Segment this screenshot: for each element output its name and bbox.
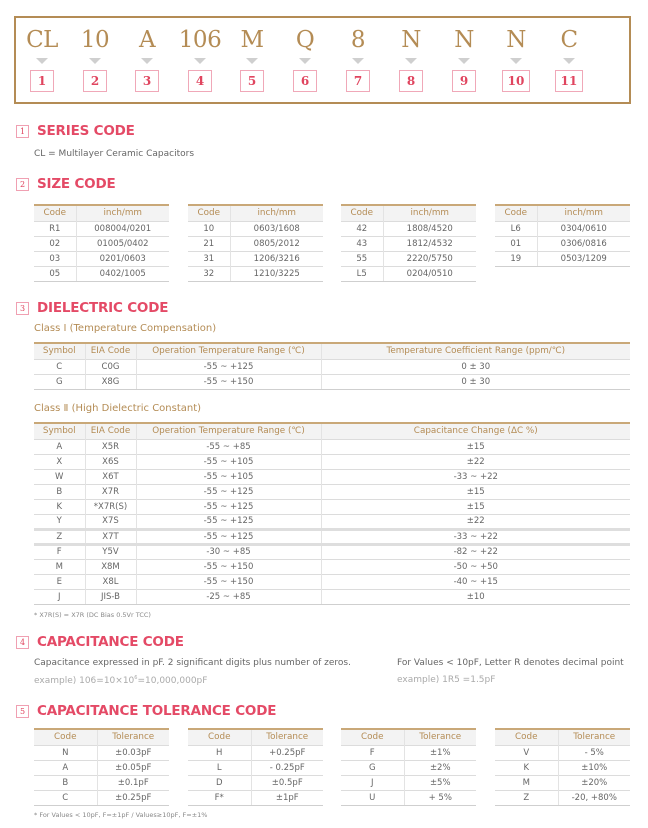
segment-code: Q xyxy=(295,27,315,53)
table-cell: 0603/1608 xyxy=(230,221,323,236)
table-cell: 1210/3225 xyxy=(230,266,323,281)
table-row xyxy=(188,221,323,236)
table-cell: ±15 xyxy=(321,439,630,454)
tolerance-note: * For Values < 10pF, F=±1pF / Values≥10pF, F=±1% xyxy=(34,811,208,819)
table-cell: 1206/3216 xyxy=(230,251,323,266)
table-cell: -55 ~ +105 xyxy=(136,469,321,484)
segment-number: 9 xyxy=(452,70,476,92)
table-cell: F xyxy=(341,745,404,760)
table-cell: E xyxy=(34,574,85,589)
table-row xyxy=(34,454,630,469)
table-cell: -30 ~ +85 xyxy=(136,544,321,559)
size-table xyxy=(188,204,323,282)
table-row xyxy=(34,374,630,389)
tolerance-table xyxy=(341,728,476,806)
table-cell: ±0.5pF xyxy=(251,775,323,790)
table-cell: -55 ~ +125 xyxy=(136,499,321,514)
arrow-down-icon xyxy=(405,58,417,64)
dielectric-note: * X7R(S) = X7R (DC Bias 0.5Vr TCC) xyxy=(34,611,151,619)
segment-code: 8 xyxy=(350,27,366,53)
table-cell: N xyxy=(34,745,97,760)
section-tolerance-code xyxy=(16,703,276,719)
table-row xyxy=(34,484,630,499)
table-cell: + 5% xyxy=(404,790,476,805)
table-cell: 0503/1209 xyxy=(537,251,630,266)
table-cell: -55 ~ +150 xyxy=(136,559,321,574)
column-header: Code xyxy=(188,205,230,221)
segment-code: CL xyxy=(26,27,58,53)
segment-number: 7 xyxy=(346,70,370,92)
table-cell: - 0.25pF xyxy=(251,760,323,775)
table-cell: -40 ~ +15 xyxy=(321,574,630,589)
table-cell: ±0.03pF xyxy=(97,745,169,760)
arrow-down-icon xyxy=(458,58,470,64)
segment-number: 10 xyxy=(502,70,530,92)
table-row xyxy=(34,760,169,775)
table-cell: X7R xyxy=(85,484,136,499)
table-cell: +0.25pF xyxy=(251,745,323,760)
table-header-row xyxy=(188,205,323,221)
table-row xyxy=(188,236,323,251)
r-notation-example: example) 1R5 =1.5pF xyxy=(397,675,496,685)
section-dielectric-code xyxy=(16,300,168,316)
arrow-down-icon xyxy=(299,58,311,64)
table-cell: ±22 xyxy=(321,514,630,529)
table-row xyxy=(341,251,476,266)
table-cell: -55 ~ +125 xyxy=(136,514,321,529)
table-header-row xyxy=(34,729,169,745)
segment-number: 4 xyxy=(188,70,212,92)
capacitance-example xyxy=(34,675,207,686)
section-series-code xyxy=(16,123,135,139)
size-table xyxy=(341,204,476,282)
section-size-code xyxy=(16,176,115,192)
arrow-down-icon xyxy=(563,58,575,64)
table-row xyxy=(341,745,476,760)
table-row xyxy=(34,574,630,589)
table-cell: 02 xyxy=(34,236,76,251)
table-cell: ±10 xyxy=(321,589,630,604)
column-header: Symbol xyxy=(34,343,85,359)
table-row xyxy=(34,236,169,251)
table-cell: Z xyxy=(34,529,85,544)
table-cell: JIS-B xyxy=(85,589,136,604)
table-cell: G xyxy=(341,760,404,775)
table-row xyxy=(188,760,323,775)
example-exponent: 6 xyxy=(134,675,138,681)
table-row xyxy=(495,236,630,251)
table-cell: 0 ± 30 xyxy=(321,374,630,389)
table-cell: H xyxy=(188,745,251,760)
column-header: Code xyxy=(495,729,558,745)
table-row xyxy=(341,221,476,236)
table-cell: ±1pF xyxy=(251,790,323,805)
table-cell: X5R xyxy=(85,439,136,454)
table-row xyxy=(188,745,323,760)
table-cell: C xyxy=(34,790,97,805)
table-row xyxy=(495,745,630,760)
table-cell: 0805/2012 xyxy=(230,236,323,251)
segment-code: C xyxy=(560,27,578,53)
segment-code: 10 xyxy=(80,27,110,53)
segment-number: 8 xyxy=(399,70,423,92)
table-row xyxy=(34,499,630,514)
table-cell: C0G xyxy=(85,359,136,374)
table-row xyxy=(341,760,476,775)
table-header-row xyxy=(341,205,476,221)
arrow-down-icon xyxy=(141,58,153,64)
tolerance-table xyxy=(495,728,630,806)
column-header: Code xyxy=(341,729,404,745)
column-header: inch/mm xyxy=(383,205,476,221)
table-cell: -55 ~ +150 xyxy=(136,574,321,589)
segment-number: 11 xyxy=(555,70,583,92)
section-title: CAPACITANCE CODE xyxy=(37,634,184,650)
table-cell: ±0.05pF xyxy=(97,760,169,775)
tolerance-table xyxy=(34,728,169,806)
r-notation-description: For Values < 10pF, Letter R denotes decimal point xyxy=(397,658,624,668)
table-cell: 05 xyxy=(34,266,76,281)
segment-code: A xyxy=(138,27,156,53)
column-header: EIA Code xyxy=(85,343,136,359)
table-cell: -33 ~ +22 xyxy=(321,529,630,544)
table-cell: 43 xyxy=(341,236,383,251)
column-header: Tolerance xyxy=(558,729,630,745)
table-row xyxy=(34,469,630,484)
table-cell: M xyxy=(495,775,558,790)
table-row xyxy=(341,790,476,805)
class2-title: Class Ⅱ (High Dielectric Constant) xyxy=(34,403,202,414)
table-row xyxy=(34,790,169,805)
table-cell: 01005/0402 xyxy=(76,236,169,251)
arrow-down-icon xyxy=(89,58,101,64)
table-cell: -82 ~ +22 xyxy=(321,544,630,559)
table-cell: 2220/5750 xyxy=(383,251,476,266)
table-row xyxy=(188,251,323,266)
table-cell: ±20% xyxy=(558,775,630,790)
table-cell: -50 ~ +50 xyxy=(321,559,630,574)
column-header: inch/mm xyxy=(76,205,169,221)
table-cell: -55 ~ +85 xyxy=(136,439,321,454)
table-header-row xyxy=(34,423,630,439)
table-cell: 55 xyxy=(341,251,383,266)
table-row xyxy=(34,514,630,529)
section-number: 3 xyxy=(16,302,29,315)
table-cell: R1 xyxy=(34,221,76,236)
table-cell: L6 xyxy=(495,221,537,236)
table-row xyxy=(495,760,630,775)
table-row xyxy=(341,236,476,251)
segment-code: 106 xyxy=(178,27,222,53)
column-header: Code xyxy=(495,205,537,221)
section-number: 5 xyxy=(16,705,29,718)
table-cell: 19 xyxy=(495,251,537,266)
table-cell: L xyxy=(188,760,251,775)
table-cell: ±15 xyxy=(321,484,630,499)
column-header: Code xyxy=(34,205,76,221)
column-header: inch/mm xyxy=(230,205,323,221)
section-title: CAPACITANCE TOLERANCE CODE xyxy=(37,703,277,719)
table-cell: -25 ~ +85 xyxy=(136,589,321,604)
table-cell: X8G xyxy=(85,374,136,389)
column-header: Symbol xyxy=(34,423,85,439)
table-cell: ±10% xyxy=(558,760,630,775)
table-cell: J xyxy=(341,775,404,790)
table-cell: 0 ± 30 xyxy=(321,359,630,374)
segment-code: M xyxy=(240,27,264,53)
table-row xyxy=(341,266,476,281)
table-cell: 0402/1005 xyxy=(76,266,169,281)
table-cell: -55 ~ +125 xyxy=(136,484,321,499)
table-cell: G xyxy=(34,374,85,389)
segment-code: N xyxy=(401,27,421,53)
table-cell: -20, +80% xyxy=(558,790,630,805)
table-cell: M xyxy=(34,559,85,574)
example-text: =10,000,000pF xyxy=(137,676,208,686)
table-cell: B xyxy=(34,484,85,499)
table-cell: X7T xyxy=(85,529,136,544)
column-header: Code xyxy=(34,729,97,745)
table-cell: 42 xyxy=(341,221,383,236)
tolerance-table xyxy=(188,728,323,806)
table-cell: 0204/0510 xyxy=(383,266,476,281)
table-cell: *X7R(S) xyxy=(85,499,136,514)
arrow-down-icon xyxy=(194,58,206,64)
table-row xyxy=(341,775,476,790)
table-cell: -55 ~ +150 xyxy=(136,374,321,389)
table-cell: 1808/4520 xyxy=(383,221,476,236)
table-cell: 32 xyxy=(188,266,230,281)
table-row xyxy=(34,544,630,559)
table-row xyxy=(34,221,169,236)
section-title: SIZE CODE xyxy=(37,176,116,192)
table-cell: 31 xyxy=(188,251,230,266)
table-row xyxy=(188,266,323,281)
table-cell: A xyxy=(34,760,97,775)
segment-code: N xyxy=(506,27,526,53)
table-row xyxy=(495,221,630,236)
class2-table xyxy=(34,422,630,605)
table-cell: -33 ~ +22 xyxy=(321,469,630,484)
table-cell: ±0.25pF xyxy=(97,790,169,805)
column-header: Operation Temperature Range (℃) xyxy=(136,423,321,439)
section-title: SERIES CODE xyxy=(37,123,135,139)
table-cell: 0201/0603 xyxy=(76,251,169,266)
table-cell: Y xyxy=(34,514,85,529)
table-row xyxy=(34,359,630,374)
size-table xyxy=(495,204,630,267)
table-cell: A xyxy=(34,439,85,454)
table-row xyxy=(34,745,169,760)
table-row xyxy=(495,790,630,805)
table-cell: X7S xyxy=(85,514,136,529)
segment-number: 2 xyxy=(83,70,107,92)
table-header-row xyxy=(188,729,323,745)
table-cell: 01 xyxy=(495,236,537,251)
column-header: Tolerance xyxy=(404,729,476,745)
table-cell: -55 ~ +125 xyxy=(136,529,321,544)
table-cell: X xyxy=(34,454,85,469)
table-cell: V xyxy=(495,745,558,760)
table-cell: L5 xyxy=(341,266,383,281)
table-row xyxy=(34,251,169,266)
arrow-down-icon xyxy=(352,58,364,64)
table-cell: U xyxy=(341,790,404,805)
table-row xyxy=(34,439,630,454)
column-header: Temperature Coefficient Range (ppm/℃) xyxy=(321,343,630,359)
table-cell: -55 ~ +105 xyxy=(136,454,321,469)
column-header: Tolerance xyxy=(97,729,169,745)
table-cell: Y5V xyxy=(85,544,136,559)
table-cell: -55 ~ +125 xyxy=(136,359,321,374)
segment-number: 1 xyxy=(30,70,54,92)
column-header: Capacitance Change (ΔC %) xyxy=(321,423,630,439)
table-cell: W xyxy=(34,469,85,484)
table-cell: ±2% xyxy=(404,760,476,775)
table-row xyxy=(34,559,630,574)
table-cell: ±22 xyxy=(321,454,630,469)
table-row xyxy=(495,775,630,790)
segment-number: 3 xyxy=(135,70,159,92)
table-header-row xyxy=(34,205,169,221)
section-capacitance-code xyxy=(16,634,184,650)
table-row xyxy=(34,589,630,604)
example-text: example) 106=10×10 xyxy=(34,676,135,686)
table-cell: K xyxy=(495,760,558,775)
table-header-row xyxy=(34,343,630,359)
table-cell: D xyxy=(188,775,251,790)
arrow-down-icon xyxy=(246,58,258,64)
table-row xyxy=(495,251,630,266)
table-cell: B xyxy=(34,775,97,790)
table-row xyxy=(34,775,169,790)
table-cell: 21 xyxy=(188,236,230,251)
table-cell: ±0.1pF xyxy=(97,775,169,790)
segment-code: N xyxy=(454,27,474,53)
series-description: CL = Multilayer Ceramic Capacitors xyxy=(34,149,195,159)
table-cell: 03 xyxy=(34,251,76,266)
table-cell: ±15 xyxy=(321,499,630,514)
table-cell: 008004/0201 xyxy=(76,221,169,236)
column-header: Tolerance xyxy=(251,729,323,745)
table-cell: K xyxy=(34,499,85,514)
class1-title: Class Ⅰ (Temperature Compensation) xyxy=(34,323,217,334)
table-cell: X8L xyxy=(85,574,136,589)
table-row xyxy=(34,529,630,544)
capacitance-description: Capacitance expressed in pF. 2 significant digits plus number of zeros. xyxy=(34,658,351,668)
table-cell: X6T xyxy=(85,469,136,484)
table-cell: X6S xyxy=(85,454,136,469)
table-header-row xyxy=(341,729,476,745)
section-number: 4 xyxy=(16,636,29,649)
table-row xyxy=(188,775,323,790)
table-cell: - 5% xyxy=(558,745,630,760)
class1-table xyxy=(34,342,630,390)
table-cell: 1812/4532 xyxy=(383,236,476,251)
table-cell: Z xyxy=(495,790,558,805)
table-header-row xyxy=(495,205,630,221)
section-number: 1 xyxy=(16,125,29,138)
table-cell: ±5% xyxy=(404,775,476,790)
column-header: Code xyxy=(341,205,383,221)
table-cell: 10 xyxy=(188,221,230,236)
column-header: EIA Code xyxy=(85,423,136,439)
table-cell: J xyxy=(34,589,85,604)
column-header: Code xyxy=(188,729,251,745)
table-cell: 0304/0610 xyxy=(537,221,630,236)
table-header-row xyxy=(495,729,630,745)
table-cell: F* xyxy=(188,790,251,805)
table-cell: F xyxy=(34,544,85,559)
section-title: DIELECTRIC CODE xyxy=(37,300,169,316)
column-header: inch/mm xyxy=(537,205,630,221)
segment-number: 6 xyxy=(293,70,317,92)
table-row xyxy=(34,266,169,281)
table-cell: ±1% xyxy=(404,745,476,760)
arrow-down-icon xyxy=(36,58,48,64)
column-header: Operation Temperature Range (℃) xyxy=(136,343,321,359)
section-number: 2 xyxy=(16,178,29,191)
segment-number: 5 xyxy=(240,70,264,92)
size-table xyxy=(34,204,169,282)
table-cell: X8M xyxy=(85,559,136,574)
part-number-banner xyxy=(14,16,631,104)
table-cell: 0306/0816 xyxy=(537,236,630,251)
arrow-down-icon xyxy=(510,58,522,64)
table-row xyxy=(188,790,323,805)
table-cell: C xyxy=(34,359,85,374)
